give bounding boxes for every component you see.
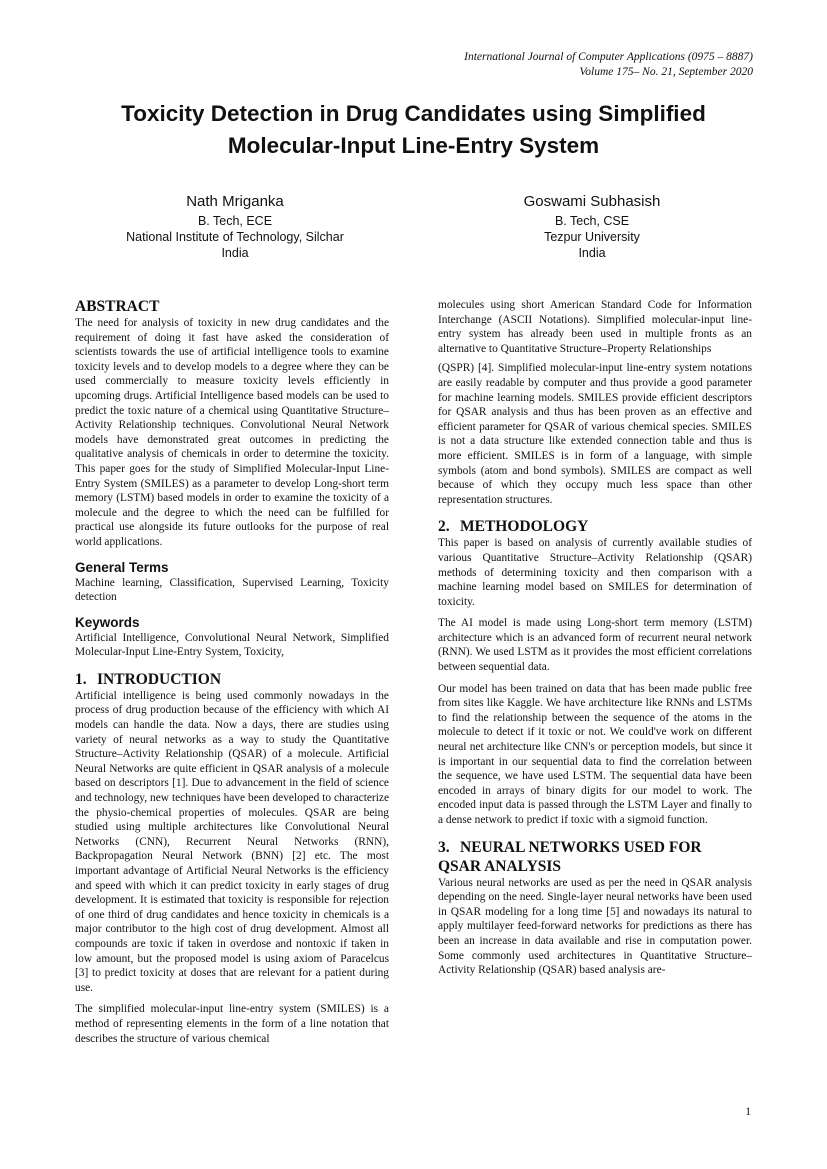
general-terms-text: Machine learning, Classification, Supervised Learning, Toxicity detection <box>75 576 389 604</box>
section-number: 3. <box>438 838 450 856</box>
methodology-paragraph-2: The AI model is made using Long-short term memory (LSTM) architecture which is an advanced form of recurrent neural network (RNN). We used LSTM as it provides the most efficient correlations between sequential data. <box>438 617 752 674</box>
author-block-1 <box>95 192 375 261</box>
keywords-heading: Keywords <box>75 614 140 630</box>
paper-title-line-2: Molecular-Input Line-Entry System <box>227 133 600 158</box>
section-title-line-2: QSAR ANALYSIS <box>438 857 562 875</box>
author-country: India <box>578 246 606 260</box>
introduction-paragraph-1: Artificial intelligence is being used commonly nowadays in the process of drug production because of the efficiency with which AI models can handle the data. Now a days, there are studies using variety of neural networks as a way to study the Quantitative Structure–Activity Relationship (QSAR) of a molecule. Artificial Neural Networks are quite efficient in QSAR analysis of a molecule based on descriptors [1]. Due to advancement in the field of science and technology, new techniques have been developed to characterize the physio-chemical properties of molecules. QSAR are being studied using multiple architectures like Convolutional Neural Networks (CNN), Recurrent Neural Networks (RNN), Backpropagation Neural Network (BNN) [2] etc. The most important advantage of Artificial Neural Networks is the efficiency and speed with which it can predict toxicity in early stages of drug development. It is estimated that toxicity is responsible for rejection of one third of drug candidates and hence toxicity in chemicals is a major contributor to the high cost of drug development. Almost all compounds are toxic if taken in overdose and nontoxic if taken in low amount, but the proposed model is using axiom of Paracelcus [3] to predict toxicity at doses that are relevant for a patient during use. <box>75 689 389 994</box>
keywords-text: Artificial Intelligence, Convolutional Neural Network, Simplified Molecular-Input Line-Entry System, Toxicity, <box>75 631 389 659</box>
right-column <box>438 298 752 985</box>
methodology-paragraph-1: This paper is based on analysis of currently available studies of various Quantitative Structure–Activity Relationship (QSAR) methods of determining toxicity and then comparison with a machine learning model based on SMILES for determination of toxicity. <box>438 537 752 608</box>
section-number: 2. <box>438 518 450 536</box>
journal-name: International Journal of Computer Applications (0975 – 8887) <box>464 51 753 63</box>
author-institution: National Institute of Technology, Silchar <box>126 230 344 244</box>
introduction-paragraph-2: The simplified molecular-input line-entry system (SMILES) is a method of representing elements in the form of a line notation that describes the structure of various chemical <box>75 1003 389 1045</box>
paper-title <box>40 98 787 162</box>
author-degree: B. Tech, ECE <box>197 214 273 228</box>
neural-networks-paragraph-1: Various neural networks are used as per the need in QSAR analysis depending on the need. Single-layer neural networks have been used in QSAR modeling for a long time [5] and nowadays its natural to apply multilayer feed-forward networks for predictions as there has been an increase in data available and rise in computation power. Some commonly used architectures in Quantitative Structure–Activity Relationship (QSAR) based analysis are- <box>438 876 752 977</box>
methodology-heading <box>438 517 752 536</box>
methodology-paragraph-3: Our model has been trained on data that has been made public free from sites like Kaggle. We have architecture like RNNs and LSTMs to find the relationship between the sequence of the atoms in the molecule to detect if it toxic or not. We could've work on different neural net architecture like CNN's or perception models, but since it is important in our sequential data to find the correlation between the sequence, we have used LSTM. The sequential data have been encoded in arrays of binary digits for our model to work. The encoded input data is passed through the LSTM Layer and finally to a dense network to predict if toxic with a sigmoid function. <box>438 682 752 826</box>
author-institution: Tezpur University <box>544 230 640 244</box>
section-title-line-1: NEURAL NETWORKS USED FOR <box>460 838 702 856</box>
journal-volume: Volume 175– No. 21, September 2020 <box>579 66 753 78</box>
section-title: INTRODUCTION <box>97 670 222 688</box>
author-name: Goswami Subhasish <box>523 193 661 210</box>
section-number: 1. <box>75 670 87 688</box>
general-terms-heading: General Terms <box>75 559 169 575</box>
introduction-paragraph-4: (QSPR) [4]. Simplified molecular-input line-entry system notations are easily readable by computer and thus provide a good parameter for machine learning models. SMILES provide efficient descriptors for QSAR analysis and thus has been proven as an effective and efficient parameter for QSAR of various chemical species. SMILES is not a data structure like extended connection table and thus is more efficient. SMILES is in form of a language, with simple symbols (atom and bond symbols). SMILES are compact as well because of which they occupy much less space than other representation structures. <box>438 362 752 506</box>
abstract-text: The need for analysis of toxicity in new drug candidates and the requirement of doing it fast have asked the consideration of scientists towards the use of artificial intelligence tools to examine toxicity levels and to develop models to a degree where they can be used commercially to measure toxicity levels efficiently in upcoming drugs. Artificial Intelligence based models can be used to predict the toxic nature of a chemical using Quantitative Structure–Activity Relationship techniques. Convolutional Neural Network models have demonstrated great outcomes in predicting the qualitative analysis of chemicals in order to determine the toxicity. This paper goes for the study of Simplified Molecular-Input Line-Entry System (SMILES) as a parameter to develop Long-short term memory (LSTM) based models in order to examine the toxicity of a molecule and the degree to which the need can be fulfilled for practical use alongside its future outlooks for the purpose of real world applications. <box>75 317 389 548</box>
paper-title-line-1: Toxicity Detection in Drug Candidates using Simplified <box>121 101 706 126</box>
author-country: India <box>221 246 249 260</box>
introduction-paragraph-3: molecules using short American Standard Code for Information Interchange (ASCII Notations). Simplified molecular-input line-entry system has already been used in multiple fronts as an alternative to Quantitative Structure–Property Relationships <box>438 299 752 355</box>
neural-networks-heading <box>438 838 752 876</box>
author-name: Nath Mriganka <box>186 193 284 210</box>
left-column <box>75 297 389 1053</box>
section-title: METHODOLOGY <box>460 518 589 536</box>
author-degree: B. Tech, CSE <box>554 214 630 228</box>
author-block-2 <box>452 192 732 261</box>
abstract-heading: ABSTRACT <box>75 298 160 315</box>
page-number: 1 <box>745 1106 751 1118</box>
introduction-heading <box>75 670 389 689</box>
journal-header <box>464 50 753 80</box>
